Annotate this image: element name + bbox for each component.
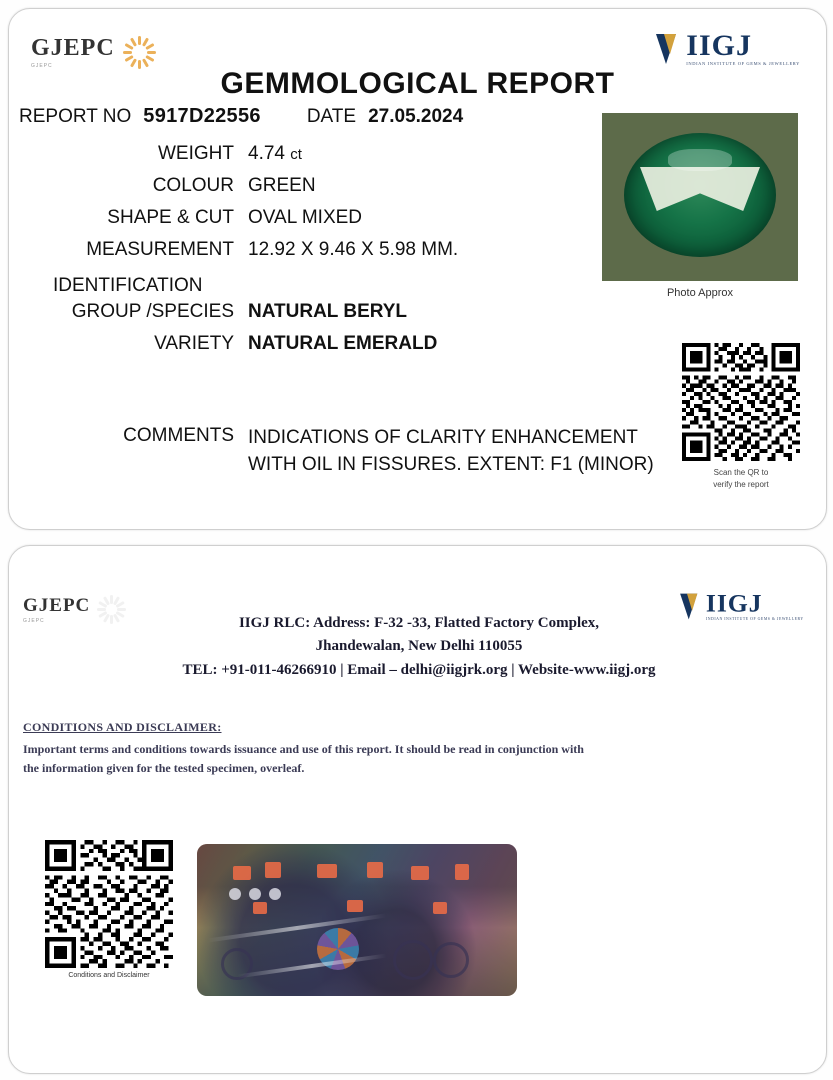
shape-cut-label: SHAPE & CUT <box>107 207 234 228</box>
iigj-wordmark: IIGJ <box>686 29 752 62</box>
report-card-back <box>8 545 827 1074</box>
gjepc-subtitle-footer: GJEPC <box>23 617 45 624</box>
address-line-1: IIGJ RLC: Address: F-32 -33, Flatted Factory Complex, <box>238 615 600 631</box>
identification-heading: IDENTIFICATION <box>53 275 203 296</box>
gemstone-photo <box>602 113 798 281</box>
iigj-logo <box>652 31 800 66</box>
report-no-value: 5917D22556 <box>143 105 261 127</box>
date-label: DATE <box>306 106 357 127</box>
conditions-qr-code[interactable] <box>45 840 173 968</box>
field-row-measurement <box>19 239 659 261</box>
conditions-line-2: the information given for the tested specimen, overleaf. <box>23 761 305 776</box>
report-card-front <box>8 8 827 530</box>
report-number-row <box>19 105 463 128</box>
field-row-shape-cut <box>19 207 659 229</box>
gjepc-wordmark: GJEPC <box>31 35 115 61</box>
conditions-title: CONDITIONS AND DISCLAIMER: <box>23 720 222 734</box>
comments-label: COMMENTS <box>123 425 234 446</box>
qr-note-line1: Scan the QR to <box>713 468 769 477</box>
group-species-label: GROUP /SPECIES <box>71 301 234 322</box>
conditions-body <box>23 740 813 778</box>
comments-value: INDICATIONS OF CLARITY ENHANCEMENT WITH OIL IN FISSURES. EXTENT: F1 (MINOR) <box>248 427 654 475</box>
photo-caption: Photo Approx <box>666 287 734 299</box>
variety-value: NATURAL EMERALD <box>248 333 438 354</box>
iigj-subtitle: INDIAN INSTITUTE OF GEMS & JEWELLERY <box>686 61 800 66</box>
conditions-line-1: Important terms and conditions towards issuance and use of this report. It should be read in conjunction with <box>23 742 584 756</box>
colour-label: COLOUR <box>152 175 234 196</box>
iigj-subtitle-footer: INDIAN INSTITUTE OF GEMS & JEWELLERY <box>706 616 804 622</box>
comments-row <box>19 425 669 479</box>
sunburst-icon <box>121 33 159 71</box>
hologram-security-sticker <box>197 844 517 996</box>
iigj-wordmark-footer: IIGJ <box>706 589 763 618</box>
colour-value: GREEN <box>248 175 316 196</box>
address-line-3: TEL: +91-011-46266910 | Email – delhi@iigjrk.org | Website-www.iigj.org <box>182 661 656 678</box>
weight-unit: ct <box>290 146 302 163</box>
conditions-qr-note: Conditions and Disclaimer <box>68 972 150 979</box>
measurement-label: MEASUREMENT <box>86 239 234 260</box>
verification-qr-code[interactable] <box>682 343 800 461</box>
iigj-triangle-icon <box>652 32 680 66</box>
report-no-label: REPORT NO <box>19 106 132 127</box>
page-title: GEMMOLOGICAL REPORT <box>220 67 615 100</box>
weight-value: 4.74 ct <box>248 143 302 164</box>
specification-list <box>19 143 659 365</box>
field-row-colour <box>19 175 659 197</box>
gemstone-image <box>624 133 776 257</box>
gjepc-subtitle: GJEPC <box>31 63 53 69</box>
field-row-variety <box>19 333 659 355</box>
shape-cut-value: OVAL MIXED <box>248 207 363 228</box>
date-value: 27.05.2024 <box>368 106 464 127</box>
measurement-value: 12.92 X 9.46 X 5.98 MM. <box>248 239 459 260</box>
variety-label: VARIETY <box>154 333 234 354</box>
weight-label: WEIGHT <box>158 143 234 164</box>
lab-address <box>129 612 709 682</box>
qr-note <box>682 467 800 491</box>
gjepc-wordmark-footer: GJEPC <box>23 594 91 616</box>
qr-note-line2: verify the report <box>713 480 769 489</box>
sunburst-icon-footer <box>96 594 126 624</box>
gjepc-logo <box>31 33 159 71</box>
gjepc-logo-footer <box>23 594 126 624</box>
address-line-2: Jhandewalan, New Delhi 110055 <box>315 638 523 655</box>
group-species-value: NATURAL BERYL <box>248 301 408 322</box>
field-row-weight <box>19 143 659 165</box>
field-row-group-species <box>19 301 659 323</box>
